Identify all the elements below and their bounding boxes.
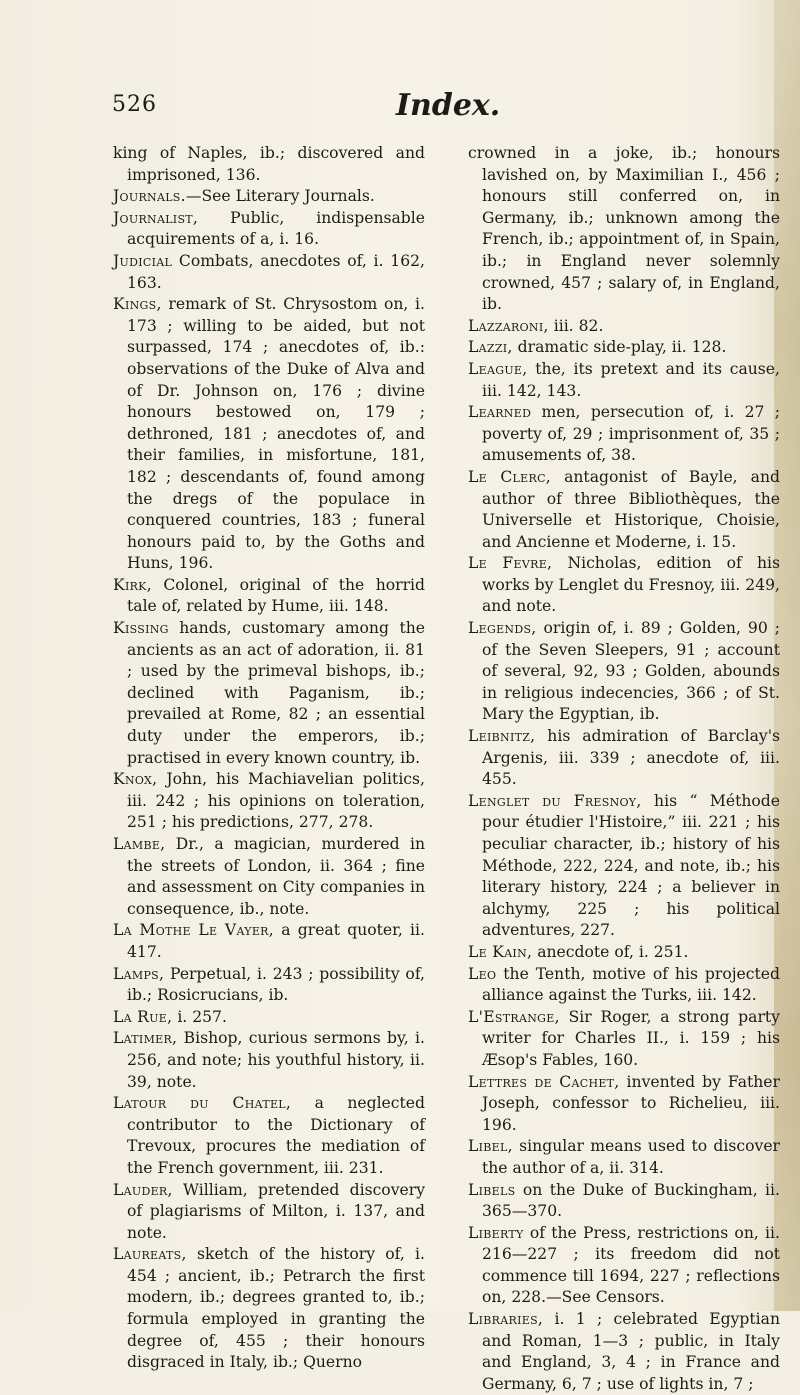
index-entry-text: the, its pretext and its cause, iii. 142, 143.	[482, 359, 780, 400]
index-entry	[113, 769, 425, 834]
index-entry-text: William, pretended discovery of plagiarisms of Milton, i. 137, and note.	[127, 1180, 425, 1242]
index-entry	[468, 964, 780, 1007]
index-entry-heading: La Mothe Le Vayer,	[113, 921, 275, 940]
index-entry	[113, 208, 425, 251]
index-entry	[113, 186, 425, 208]
index-entry-heading: Leibnitz,	[468, 727, 536, 746]
index-entry	[113, 1007, 425, 1029]
index-entry-text: sketch of the history of, i. 454 ; ancient, ib.; Petrarch the first modern, ib.; degrees granted to, ib.; formula employed in granting the degree of, 455 ; their honours disgraced in Italy, ib.; Querno	[127, 1245, 425, 1372]
index-entry-text: his admiration of Barclay's Argenis, iii. 339 ; anecdote of, iii. 455.	[482, 727, 780, 789]
index-entry	[113, 575, 425, 618]
index-entry	[113, 964, 425, 1007]
index-entry	[468, 467, 780, 553]
index-entry	[468, 726, 780, 791]
index-entry-heading: Kissing	[113, 619, 169, 638]
index-entry-heading: Liberty	[468, 1223, 524, 1242]
index-entry-heading: La Rue,	[113, 1007, 173, 1026]
index-entry	[468, 1072, 780, 1137]
index-entry-text: hands, customary among the ancients as an act of adoration, ii. 81 ; used by the primeval bishops, ib.; declined with Paganism, ib.; prevailed at Rome, 82 ; an essential duty under the emperors, ib.; practised in every known country, ib.	[127, 619, 425, 767]
running-head: Index.	[396, 88, 501, 123]
index-entry-heading: Judicial	[113, 251, 173, 270]
page-header	[0, 88, 800, 132]
index-entry-text: Combats, anecdotes of, i. 162, 163.	[127, 251, 425, 292]
index-entry	[468, 1180, 780, 1223]
index-entry-heading: Libraries,	[468, 1310, 544, 1329]
index-entry-text: the Tenth, motive of his projected alliance against the Turks, iii. 142.	[482, 964, 780, 1005]
index-entry-heading: Lenglet du Fresnoy,	[468, 791, 642, 810]
index-entry-heading: Knox,	[113, 770, 158, 789]
index-entry-heading: Learned	[468, 403, 532, 422]
index-entry	[468, 359, 780, 402]
index-column-left	[113, 143, 425, 1374]
index-entry-heading: Le Clerc,	[468, 467, 552, 486]
index-entry-text: i. 1 ; celebrated Egyptian and Roman, 1—3 ; public, in Italy and England, 3, 4 ; in France and Germany, 6, 7 ; use of lights in, 7 ;	[482, 1310, 780, 1393]
index-entry-text: of the Press, restrictions on, ii. 216—227 ; its freedom did not commence till 1694, 227 ; reflections on, 228.—See Censors.	[482, 1223, 780, 1307]
index-entry-heading: Legends,	[468, 619, 537, 638]
index-entry-text: Sir Roger, a strong party writer for Charles II., i. 159 ; his Æsop's Fables, 160.	[482, 1007, 780, 1069]
index-entry-heading: Kirk,	[113, 575, 152, 594]
index-entry-text: king of Naples, ib.; discovered and imprisoned, 136.	[113, 144, 425, 184]
index-entry-text: anecdote of, i. 251.	[532, 942, 689, 961]
index-entry	[468, 316, 780, 338]
index-entry-text: origin of, i. 89 ; Golden, 90 ; of the Seven Sleepers, 91 ; account of several, 92, 93 ; Golden, abounds in religious indecencies, 366 ; of St. Mary the Egyptian, ib.	[482, 619, 780, 724]
index-entry-heading: L'Estrange,	[468, 1007, 560, 1026]
index-entry-heading: Lamps,	[113, 964, 165, 983]
index-entry	[468, 791, 780, 942]
index-entry-text: iii. 82.	[548, 316, 604, 335]
index-entry-heading: Latimer,	[113, 1029, 178, 1048]
index-entry	[113, 1244, 425, 1374]
index-entry-text: Perpetual, i. 243 ; possibility of, ib.; Rosicrucians, ib.	[127, 964, 425, 1005]
index-entry	[468, 942, 780, 964]
index-entry-text: singular means used to discover the author of a, ii. 314.	[482, 1137, 780, 1177]
index-entry	[113, 618, 425, 769]
index-entry-heading: Journals.	[113, 187, 186, 206]
page-number: 526	[112, 92, 157, 117]
index-entry	[113, 143, 425, 186]
index-entry	[468, 337, 780, 359]
index-entry-text: a neglected contributor to the Dictionary of Trevoux, procures the mediation of the French government, iii. 231.	[127, 1094, 425, 1177]
index-entry-heading: Latour du Chatel,	[113, 1094, 292, 1113]
index-entry	[113, 1028, 425, 1093]
index-entry	[468, 1136, 780, 1179]
index-entry-heading: Laureats,	[113, 1245, 187, 1264]
index-entry	[468, 1223, 780, 1309]
index-entry-heading: Lazzi,	[468, 338, 513, 357]
index-entry-heading: Lazzaroni,	[468, 316, 549, 335]
index-entry-heading: Libels	[468, 1180, 516, 1199]
index-entry-text: invented by Father Joseph, confessor to Richelieu, iii. 196.	[482, 1072, 780, 1134]
index-entry-text: Dr., a magician, murdered in the streets of London, ii. 364 ; fine and assessment on City companies in consequence, ib., note.	[127, 835, 425, 918]
index-entry-text: Bishop, curious sermons by, i. 256, and note; his youthful history, ii. 39, note.	[127, 1029, 425, 1091]
index-entry	[468, 553, 780, 618]
index-entry	[113, 251, 425, 294]
index-entry-heading: Libel,	[468, 1137, 513, 1156]
index-entry-heading: Kings,	[113, 295, 162, 314]
index-entry	[468, 618, 780, 726]
index-entry-heading: Lettres de Cachet,	[468, 1072, 620, 1091]
index-entry-text: i. 257.	[172, 1007, 227, 1026]
index-entry-text: John, his Machiavelian politics, iii. 242 ; his opinions on toleration, 251 ; his predictions, 277, 278.	[127, 770, 425, 832]
index-entry-text: remark of St. Chrysostom on, i. 173 ; willing to be aided, but not surpassed, 174 ; anecdotes of, ib.: observations of the Duke of Alva and of Dr. Johnson on, 176 ; divine honours bestowed on, 179 ; dethroned, 181 ; anecdotes of, and their families, in misfortune, 181, 182 ; descendants of, found among the dregs of the populace in conquered countries, 183 ; funeral honours paid to, by the Goths and Huns, 196.	[127, 295, 425, 573]
index-entry	[113, 294, 425, 575]
index-entry-text: a great quoter, ii. 417.	[127, 921, 425, 961]
index-entry-text: his “ Méthode pour étudier l'Histoire,” iii. 221 ; his peculiar character, ib.; history of his Méthode, 222, 224, and note, ib.; his literary history, 224 ; a believer in alchymy, 225 ; his political adventures, 227.	[482, 791, 781, 940]
index-entry-text: dramatic side-play, ii. 128.	[512, 338, 727, 357]
index-entry	[113, 1180, 425, 1245]
index-entry-heading: Le Kain,	[468, 942, 533, 961]
index-entry	[468, 1309, 780, 1395]
index-entry-heading: Leo	[468, 964, 497, 983]
index-entry-text: antagonist of Bayle, and author of three Bibliothèques, the Universelle et Historique, Choisie, and Ancienne et Moderne, i. 15.	[482, 467, 780, 551]
index-entry	[113, 920, 425, 963]
index-entry-text: —See Literary Journals.	[185, 187, 375, 206]
index-entry	[113, 1093, 425, 1179]
index-entry-text: on the Duke of Buckingham, ii. 365—370.	[482, 1180, 780, 1221]
index-entry-heading: Journalist,	[113, 208, 199, 227]
index-entry	[468, 402, 780, 467]
index-entry-text: crowned in a joke, ib.; honours lavished on, by Maximilian I., 456 ; honours still conferred on, in Germany, ib.; unknown among the French, ib.; appointment of, in Spain, ib.; in England never solemnly crowned, 457 ; salary of, in England, ib.	[468, 144, 780, 314]
index-entry-text: Public, indispensable acquirements of a, i. 16.	[127, 208, 425, 249]
index-entry	[468, 1007, 780, 1072]
index-entry-text: men, persecution of, i. 27 ; poverty of, 29 ; imprisonment of, 35 ; amusements of, 38.	[482, 403, 780, 465]
index-column-right	[468, 143, 780, 1395]
index-entry-text: Colonel, original of the horrid tale of, related by Hume, iii. 148.	[127, 575, 425, 616]
index-entry	[468, 143, 780, 316]
index-entry	[113, 834, 425, 920]
index-entry-text: Nicholas, edition of his works by Lenglet du Fresnoy, iii. 249, and note.	[482, 554, 780, 616]
index-entry-heading: Lambe,	[113, 835, 166, 853]
index-entry-heading: Lauder,	[113, 1180, 173, 1199]
index-entry-heading: Le Fevre,	[468, 554, 553, 573]
index-entry-heading: League,	[468, 359, 528, 378]
